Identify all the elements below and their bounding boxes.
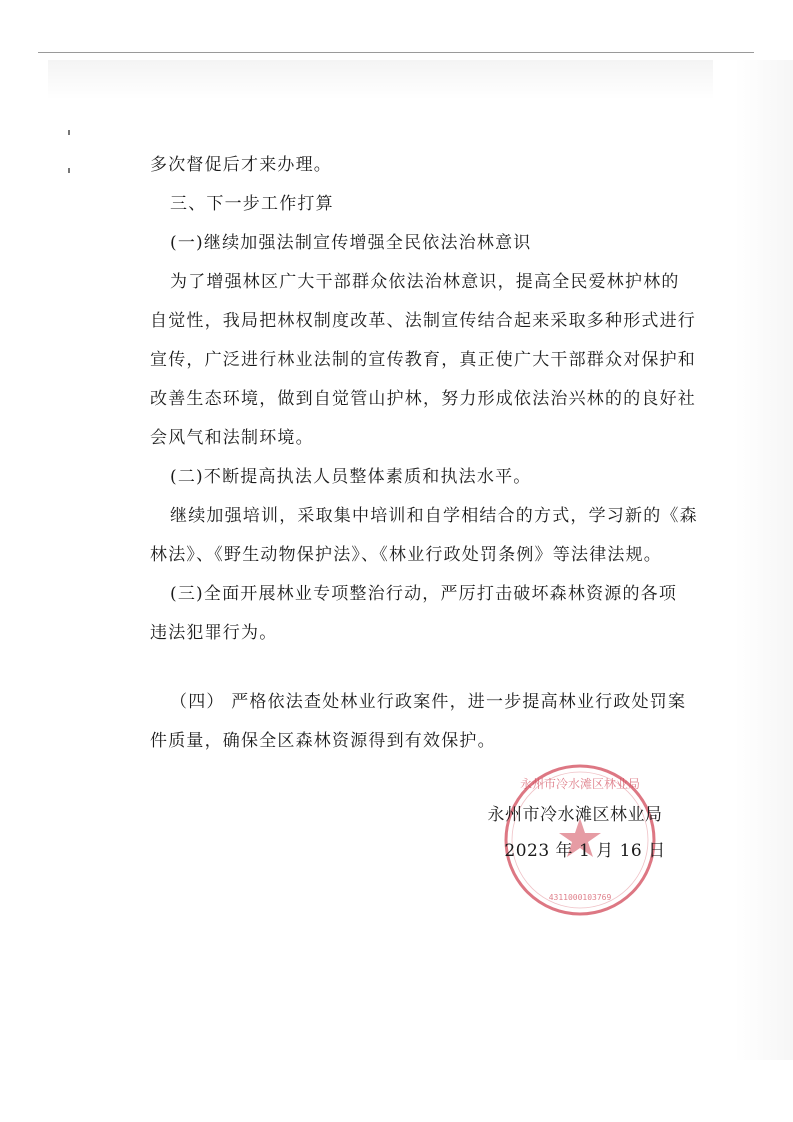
- body-line: 自觉性，我局把林权制度改革、法制宣传结合起来采取多种形式进行: [150, 311, 696, 331]
- seal-code: 4311000103769: [548, 893, 612, 902]
- body-line: 林法》、《野生动物保护法》、《林业行政处罚条例》等法律法规。: [150, 545, 662, 565]
- subsection-heading: （四） 严格依法查处林业行政案件，进一步提高林业行政处罚案: [170, 692, 687, 712]
- signature-date: 2023 年 1 月 16 日: [504, 841, 666, 861]
- scan-edge-shading: [733, 60, 793, 1060]
- body-line: 宣传，广泛进行林业法制的宣传教育，真正使广大干部群众对保护和: [150, 350, 696, 370]
- seal-top-text: 永州市冷水滩区林业局: [519, 777, 641, 791]
- scan-speck: [68, 168, 70, 173]
- body-line: 会风气和法制环境。: [150, 428, 314, 448]
- body-line: 件质量，确保全区森林资源得到有效保护。: [150, 731, 496, 751]
- body-line: 改善生态环境，做到自觉管山护林，努力形成依法治兴林的的良好社: [150, 389, 696, 409]
- subsection-heading: (一)继续加强法制宣传增强全民依法治林意识: [170, 233, 532, 253]
- header-rule: [38, 52, 754, 53]
- body-line: 为了增强林区广大干部群众依法治林意识，提高全民爱林护林的: [170, 272, 680, 292]
- scan-shading: [48, 60, 713, 100]
- subsection-heading: (二)不断提高执法人员整体素质和执法水平。: [170, 467, 532, 487]
- signature-org: 永州市冷水滩区林业局: [487, 805, 663, 825]
- body-line: 违法犯罪行为。: [150, 623, 278, 643]
- subsection-heading: (三)全面开展林业专项整治行动，严厉打击破坏森林资源的各项: [170, 584, 678, 604]
- section-heading: 三、下一步工作打算: [170, 194, 334, 214]
- body-line: 继续加强培训，采取集中培训和自学相结合的方式，学习新的《森: [170, 506, 698, 526]
- body-line: 多次督促后才来办理。: [150, 155, 332, 175]
- scan-speck: [68, 130, 70, 135]
